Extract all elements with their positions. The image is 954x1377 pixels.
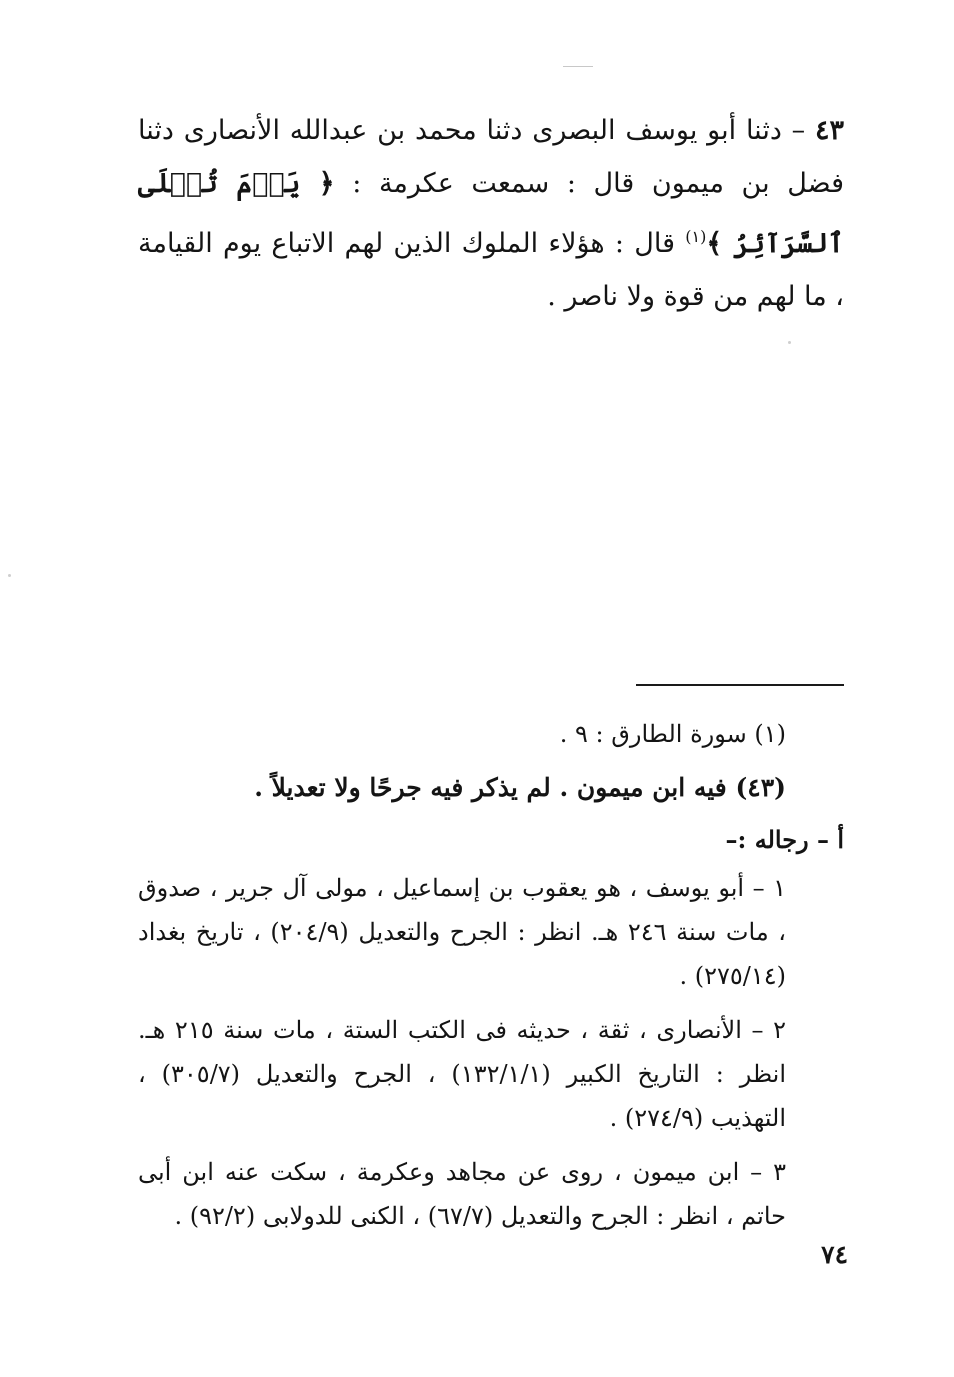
scan-speck	[788, 341, 791, 344]
hadith-line-3: قال : هؤلاء الملوك الذين لهم الاتباع يوم القيامة ، ما لهم من قوة	[138, 228, 844, 312]
hadith-line-4: ولا ناصر .	[547, 281, 655, 312]
hadith-number: ٤٣	[814, 115, 844, 146]
hadith-text	[138, 104, 844, 323]
quran-verse: ﴿ يَوۡمَ تُبۡلَى ٱلسَّرَآئِرُ ﴾	[138, 168, 845, 259]
scan-speck	[8, 574, 11, 577]
narrators-heading: أ – رجاله :–	[725, 825, 844, 854]
narrator-entry-3: ٣ – ابن ميمون ، روى عن مجاهد وعكرمة ، سكت عنه ابن أبى حاتم ، انظر : الجرح والتعديل (٦٧/٧) ، الكنى للدولابى (٩٢/٢) .	[138, 1158, 786, 1230]
narrator-entry-1: ١ – أبو يوسف ، هو يعقوب بن إسماعيل ، مولى آل جرير ، صدوق ، مات سنة ٢٤٦ هـ. انظر : الجرح والتعديل (٢٠٤/٩) ، تاريخ بغداد (٢٧٥/١٤) .	[138, 874, 786, 990]
hadith-line-2: فضل بن ميمون قال : سمعت عكرمة :	[352, 168, 844, 199]
footnote-1: (١) سورة الطارق : ٩ .	[559, 720, 786, 748]
hadith-line-1: – دثنا أبو يوسف البصرى دثنا محمد بن عبدالله الأنصارى دثنا	[138, 115, 806, 146]
verse-footnote-ref: (١)	[685, 227, 707, 246]
header-mark	[563, 66, 593, 67]
page-number: ٧٤	[821, 1240, 848, 1269]
hadith-verdict: (٤٣) فيه ابن ميمون . لم يذكر فيه جرحًا ولا تعديلاً .	[254, 773, 786, 802]
notes-section	[138, 712, 844, 1248]
narrator-entry-2: ٢ – الأنصارى ، ثقة ، حديثه فى الكتب الستة ، مات سنة ٢١٥ هـ. انظر : التاريخ الكبير (١٣٢/١/١) ، الجرح والتعديل (٣٠٥/٧) ، التهذيب (٢٧٤/٩) .	[138, 1016, 786, 1132]
footnote-separator	[636, 684, 844, 686]
